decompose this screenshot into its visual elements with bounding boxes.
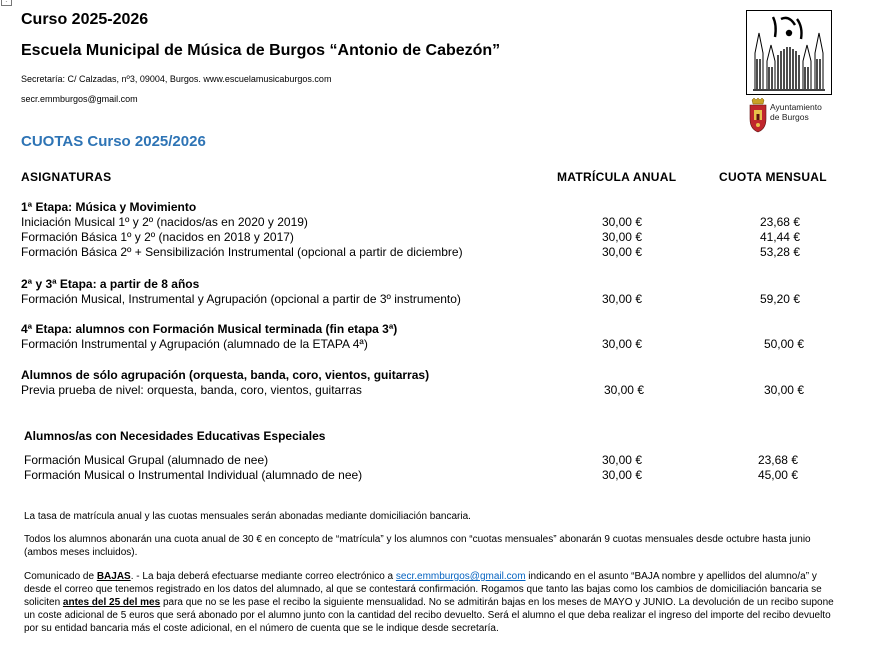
fee-row-name: Formación Básica 2º + Sensibilización Instrumental (opcional a partir de diciembre) [21, 245, 463, 259]
section-title: 1ª Etapa: Música y Movimiento [21, 200, 197, 214]
fee-row-name: Formación Musical o Instrumental Individual (alumnado de nee) [24, 468, 363, 482]
fee-row-monthly: 23,68 € [759, 215, 800, 229]
fee-row-name: Formación Instrumental y Agrupación (alumnado de la ETAPA 4ª) [21, 337, 368, 351]
coat-of-arms-icon [748, 97, 768, 133]
section-title: Alumnos/as con Necesidades Educativas Especiales [24, 429, 326, 443]
bajas-deadline: antes del 25 del mes [62, 597, 161, 608]
fees-title: CUOTAS Curso 2025/2026 [21, 133, 206, 150]
address-line: Secretaría: C/ Calzadas, nº3, 09004, Burgos. www.escuelamusicaburgos.com [21, 74, 332, 84]
column-header-annual: MATRÍCULA ANUAL [557, 170, 677, 184]
section-title: 4ª Etapa: alumnos con Formación Musical terminada (fin etapa 3ª) [21, 322, 398, 336]
school-logo [746, 10, 832, 95]
ayuntamiento-name [770, 103, 822, 122]
fee-row-name: Previa prueba de nivel: orquesta, banda, coro, vientos, guitarras [21, 383, 362, 397]
column-header-subjects: ASIGNATURAS [21, 170, 112, 184]
ayuntamiento-line-1: Ayuntamiento [770, 102, 822, 112]
fee-row-name: Iniciación Musical 1º y 2º (nacidos/as en 2020 y 2019) [21, 215, 308, 229]
bajas-text-2: indicando en el asunto “BAJA nombre y apellidos del alumno/a” y desde el correo que tenemos registrado en los datos del alumnado, al que se contestará confirmación. Rogamos que tanto las bajas como los cambios de domiciliación bancaria se soliciten [24, 571, 822, 608]
email-line: secr.emmburgos@gmail.com [21, 94, 138, 104]
fee-row-annual: 30,00 € [603, 383, 644, 397]
fee-row-monthly: 23,68 € [757, 453, 798, 467]
fee-row-annual: 30,00 € [601, 230, 642, 244]
fee-row-monthly: 59,20 € [759, 292, 800, 306]
bajas-text-1: . - La baja deberá efectuarse mediante correo electrónico a [130, 571, 396, 582]
fee-row-annual: 30,00 € [601, 215, 642, 229]
fee-row-annual: 30,00 € [601, 337, 642, 351]
course-title: Curso 2025-2026 [21, 11, 149, 28]
fee-row-monthly: 45,00 € [757, 468, 798, 482]
school-name: Escuela Municipal de Música de Burgos “Antonio de Cabezón” [21, 42, 501, 59]
payment-note: La tasa de matrícula anual y las cuotas mensuales serán abonadas mediante domiciliación bancaria. [24, 511, 471, 522]
fee-row-monthly: 41,44 € [759, 230, 800, 244]
fee-row-monthly: 30,00 € [763, 383, 804, 397]
fee-row-monthly: 50,00 € [763, 337, 804, 351]
bajas-note [24, 570, 838, 635]
fee-row-name: Formación Básica 1º y 2º (nacidos en 2018 y 2017) [21, 230, 294, 244]
section-title: 2ª y 3ª Etapa: a partir de 8 años [21, 277, 200, 291]
bajas-email-link[interactable]: secr.emmburgos@gmail.com [395, 571, 526, 582]
fee-row-name: Formación Musical, Instrumental y Agrupación (opcional a partir de 3º instrumento) [21, 292, 461, 306]
section-title: Alumnos de sólo agrupación (orquesta, banda, coro, vientos, guitarras) [21, 368, 430, 382]
corner-mark: - [1, 0, 12, 6]
fee-row-annual: 30,00 € [601, 245, 642, 259]
column-header-monthly: CUOTA MENSUAL [719, 170, 827, 184]
fee-row-annual: 30,00 € [601, 292, 642, 306]
bajas-prefix: Comunicado de [24, 571, 97, 582]
ayuntamiento-logo [748, 97, 838, 133]
fee-row-annual: 30,00 € [601, 453, 642, 467]
fee-row-annual: 30,00 € [601, 468, 642, 482]
fee-row-monthly: 53,28 € [759, 245, 800, 259]
bajas-text-3: para que no se les pase el recibo la siguiente mensualidad. No se admitirán bajas en los meses de MAYO y JUNIO. La devolución de un recibo supone un coste adicional de 5 euros que será abonado por el alumno junto con la cantidad del recibo devuelto. Será el alumno el que deba realizar el ingreso del importe del recibo devuelto por su entidad bancaria más el coste adicional, en el número de cuenta que se le indique desde secretaría. [24, 597, 834, 634]
school-logo-icon [747, 11, 831, 94]
ayuntamiento-line-2: de Burgos [770, 111, 809, 122]
installments-note: Todos los alumnos abonarán una cuota anual de 30 € en concepto de “matrícula” y los alumnos con “cuotas mensuales” abonarán 9 cuotas mensuales desde octubre hasta junio (ambos meses incluidos). [24, 534, 811, 558]
bajas-word: BAJAS [96, 571, 131, 582]
fee-row-name: Formación Musical Grupal (alumnado de nee) [24, 453, 269, 467]
